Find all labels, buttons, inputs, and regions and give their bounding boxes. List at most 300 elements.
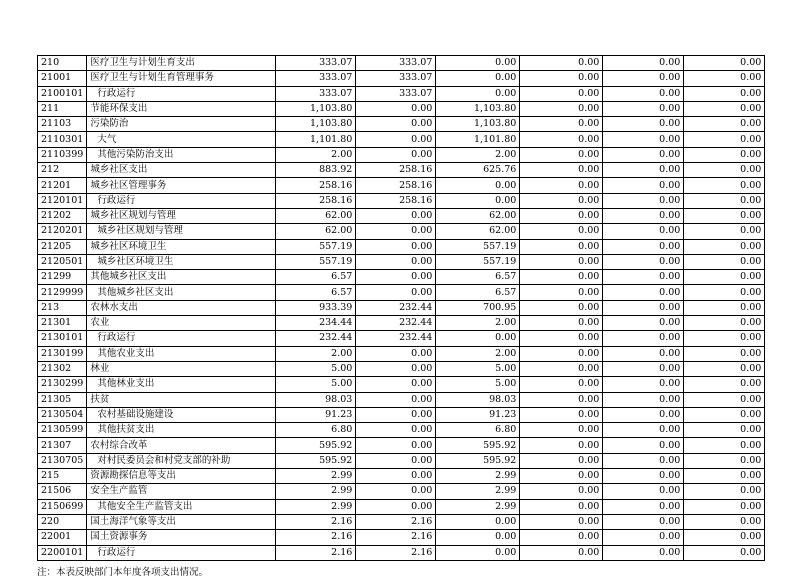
amount-cell-2: 0.00 [356, 346, 436, 361]
amount-cell-2: 0.00 [356, 117, 436, 132]
amount-cell-5: 0.00 [603, 499, 684, 514]
expenditure-table [37, 55, 765, 561]
table-row [38, 239, 765, 254]
amount-cell-1: 232.44 [276, 331, 356, 346]
table-row [38, 300, 765, 315]
amount-cell-2: 0.00 [356, 147, 436, 162]
amount-cell-6: 0.00 [684, 423, 765, 438]
amount-cell-2: 258.16 [356, 193, 436, 208]
subject-name-cell: 其他城乡社区支出 [87, 285, 276, 300]
subject-name-cell: 林业 [87, 361, 276, 376]
amount-cell-2: 2.16 [356, 514, 436, 529]
amount-cell-1: 883.92 [276, 163, 356, 178]
expenditure-sheet [37, 55, 765, 578]
subject-name-cell: 城乡社区环境卫生 [87, 239, 276, 254]
amount-cell-4: 0.00 [520, 254, 603, 269]
table-row [38, 407, 765, 422]
amount-cell-6: 0.00 [684, 530, 765, 545]
amount-cell-5: 0.00 [603, 86, 684, 101]
subject-name-cell: 国土资源事务 [87, 530, 276, 545]
amount-cell-3: 2.00 [436, 147, 520, 162]
subject-code-cell: 21299 [38, 270, 87, 285]
amount-cell-2: 258.16 [356, 163, 436, 178]
subject-code-cell: 2130199 [38, 346, 87, 361]
amount-cell-3: 5.00 [436, 361, 520, 376]
subject-name-cell: 农林水支出 [87, 300, 276, 315]
amount-cell-6: 0.00 [684, 132, 765, 147]
amount-cell-6: 0.00 [684, 361, 765, 376]
subject-code-cell: 2129999 [38, 285, 87, 300]
amount-cell-4: 0.00 [520, 71, 603, 86]
table-row [38, 254, 765, 269]
amount-cell-2: 232.44 [356, 316, 436, 331]
amount-cell-3: 557.19 [436, 254, 520, 269]
amount-cell-5: 0.00 [603, 239, 684, 254]
amount-cell-4: 0.00 [520, 224, 603, 239]
amount-cell-4: 0.00 [520, 316, 603, 331]
subject-name-cell: 行政运行 [87, 331, 276, 346]
amount-cell-6: 0.00 [684, 285, 765, 300]
amount-cell-3: 0.00 [436, 530, 520, 545]
subject-name-cell: 污染防治 [87, 117, 276, 132]
amount-cell-5: 0.00 [603, 453, 684, 468]
amount-cell-1: 62.00 [276, 208, 356, 223]
amount-cell-5: 0.00 [603, 56, 684, 71]
amount-cell-2: 333.07 [356, 56, 436, 71]
amount-cell-5: 0.00 [603, 254, 684, 269]
amount-cell-6: 0.00 [684, 514, 765, 529]
amount-cell-1: 2.16 [276, 530, 356, 545]
table-row [38, 377, 765, 392]
amount-cell-3: 2.99 [436, 499, 520, 514]
amount-cell-2: 0.00 [356, 453, 436, 468]
amount-cell-1: 2.99 [276, 469, 356, 484]
subject-name-cell: 其他城乡社区支出 [87, 270, 276, 285]
amount-cell-6: 0.00 [684, 545, 765, 560]
amount-cell-2: 0.00 [356, 208, 436, 223]
subject-name-cell: 农村综合改革 [87, 438, 276, 453]
amount-cell-4: 0.00 [520, 545, 603, 560]
amount-cell-3: 0.00 [436, 545, 520, 560]
subject-name-cell: 农村基础设施建设 [87, 407, 276, 422]
amount-cell-2: 232.44 [356, 331, 436, 346]
amount-cell-5: 0.00 [603, 438, 684, 453]
amount-cell-3: 62.00 [436, 224, 520, 239]
subject-name-cell: 其他林业支出 [87, 377, 276, 392]
amount-cell-1: 5.00 [276, 377, 356, 392]
table-row [38, 101, 765, 116]
subject-code-cell: 2110301 [38, 132, 87, 147]
amount-cell-4: 0.00 [520, 239, 603, 254]
subject-code-cell: 21202 [38, 208, 87, 223]
amount-cell-5: 0.00 [603, 484, 684, 499]
amount-cell-6: 0.00 [684, 270, 765, 285]
amount-cell-5: 0.00 [603, 545, 684, 560]
subject-name-cell: 对村民委员会和村党支部的补助 [87, 453, 276, 468]
subject-name-cell: 大气 [87, 132, 276, 147]
subject-name-cell: 其他扶贫支出 [87, 423, 276, 438]
subject-code-cell: 22001 [38, 530, 87, 545]
amount-cell-3: 5.00 [436, 377, 520, 392]
subject-code-cell: 21201 [38, 178, 87, 193]
amount-cell-4: 0.00 [520, 361, 603, 376]
table-body [38, 56, 765, 561]
subject-code-cell: 21305 [38, 392, 87, 407]
amount-cell-2: 0.00 [356, 484, 436, 499]
table-row [38, 530, 765, 545]
subject-name-cell: 农业 [87, 316, 276, 331]
amount-cell-1: 6.57 [276, 285, 356, 300]
amount-cell-6: 0.00 [684, 484, 765, 499]
amount-cell-2: 0.00 [356, 132, 436, 147]
subject-code-cell: 212 [38, 163, 87, 178]
amount-cell-3: 2.99 [436, 484, 520, 499]
amount-cell-4: 0.00 [520, 101, 603, 116]
amount-cell-5: 0.00 [603, 285, 684, 300]
subject-code-cell: 2200101 [38, 545, 87, 560]
subject-code-cell: 210 [38, 56, 87, 71]
amount-cell-5: 0.00 [603, 300, 684, 315]
amount-cell-4: 0.00 [520, 469, 603, 484]
amount-cell-3: 2.99 [436, 469, 520, 484]
amount-cell-5: 0.00 [603, 178, 684, 193]
amount-cell-5: 0.00 [603, 224, 684, 239]
amount-cell-2: 333.07 [356, 71, 436, 86]
amount-cell-5: 0.00 [603, 407, 684, 422]
amount-cell-4: 0.00 [520, 407, 603, 422]
subject-name-cell: 城乡社区环境卫生 [87, 254, 276, 269]
amount-cell-4: 0.00 [520, 331, 603, 346]
amount-cell-4: 0.00 [520, 377, 603, 392]
amount-cell-1: 1,103.80 [276, 101, 356, 116]
subject-code-cell: 21205 [38, 239, 87, 254]
table-row [38, 499, 765, 514]
subject-code-cell: 21302 [38, 361, 87, 376]
amount-cell-4: 0.00 [520, 208, 603, 223]
subject-code-cell: 21307 [38, 438, 87, 453]
amount-cell-5: 0.00 [603, 270, 684, 285]
amount-cell-1: 6.80 [276, 423, 356, 438]
amount-cell-3: 2.00 [436, 316, 520, 331]
amount-cell-2: 0.00 [356, 423, 436, 438]
amount-cell-3: 98.03 [436, 392, 520, 407]
amount-cell-1: 2.00 [276, 346, 356, 361]
table-row [38, 346, 765, 361]
amount-cell-4: 0.00 [520, 285, 603, 300]
amount-cell-2: 2.16 [356, 545, 436, 560]
subject-name-cell: 扶贫 [87, 392, 276, 407]
amount-cell-2: 0.00 [356, 285, 436, 300]
amount-cell-3: 700.95 [436, 300, 520, 315]
amount-cell-5: 0.00 [603, 117, 684, 132]
amount-cell-5: 0.00 [603, 377, 684, 392]
amount-cell-5: 0.00 [603, 163, 684, 178]
table-row [38, 224, 765, 239]
amount-cell-3: 2.00 [436, 346, 520, 361]
amount-cell-2: 0.00 [356, 392, 436, 407]
subject-name-cell: 城乡社区支出 [87, 163, 276, 178]
amount-cell-4: 0.00 [520, 514, 603, 529]
amount-cell-5: 0.00 [603, 514, 684, 529]
subject-code-cell: 211 [38, 101, 87, 116]
amount-cell-5: 0.00 [603, 147, 684, 162]
amount-cell-1: 2.99 [276, 484, 356, 499]
table-row [38, 178, 765, 193]
subject-name-cell: 安全生产监管 [87, 484, 276, 499]
amount-cell-6: 0.00 [684, 346, 765, 361]
amount-cell-3: 1,103.80 [436, 117, 520, 132]
amount-cell-6: 0.00 [684, 56, 765, 71]
amount-cell-1: 258.16 [276, 178, 356, 193]
amount-cell-6: 0.00 [684, 392, 765, 407]
amount-cell-1: 1,101.80 [276, 132, 356, 147]
amount-cell-2: 0.00 [356, 224, 436, 239]
subject-code-cell: 2130705 [38, 453, 87, 468]
amount-cell-6: 0.00 [684, 300, 765, 315]
table-row [38, 193, 765, 208]
amount-cell-3: 1,103.80 [436, 101, 520, 116]
subject-name-cell: 资源勘探信息等支出 [87, 469, 276, 484]
amount-cell-4: 0.00 [520, 300, 603, 315]
amount-cell-6: 0.00 [684, 499, 765, 514]
subject-code-cell: 2120101 [38, 193, 87, 208]
amount-cell-5: 0.00 [603, 530, 684, 545]
amount-cell-3: 91.23 [436, 407, 520, 422]
amount-cell-6: 0.00 [684, 254, 765, 269]
amount-cell-1: 333.07 [276, 71, 356, 86]
amount-cell-3: 0.00 [436, 514, 520, 529]
amount-cell-6: 0.00 [684, 407, 765, 422]
amount-cell-4: 0.00 [520, 453, 603, 468]
amount-cell-3: 6.80 [436, 423, 520, 438]
amount-cell-1: 557.19 [276, 239, 356, 254]
amount-cell-4: 0.00 [520, 530, 603, 545]
subject-name-cell: 其他安全生产监管支出 [87, 499, 276, 514]
table-row [38, 438, 765, 453]
subject-name-cell: 城乡社区规划与管理 [87, 208, 276, 223]
amount-cell-5: 0.00 [603, 346, 684, 361]
amount-cell-4: 0.00 [520, 193, 603, 208]
amount-cell-6: 0.00 [684, 438, 765, 453]
amount-cell-5: 0.00 [603, 392, 684, 407]
amount-cell-4: 0.00 [520, 163, 603, 178]
amount-cell-4: 0.00 [520, 346, 603, 361]
amount-cell-3: 0.00 [436, 86, 520, 101]
amount-cell-1: 2.16 [276, 545, 356, 560]
subject-code-cell: 213 [38, 300, 87, 315]
subject-code-cell: 2130504 [38, 407, 87, 422]
amount-cell-5: 0.00 [603, 316, 684, 331]
amount-cell-2: 232.44 [356, 300, 436, 315]
subject-code-cell: 2100101 [38, 86, 87, 101]
amount-cell-1: 6.57 [276, 270, 356, 285]
subject-code-cell: 220 [38, 514, 87, 529]
table-row [38, 208, 765, 223]
amount-cell-5: 0.00 [603, 331, 684, 346]
table-row [38, 163, 765, 178]
amount-cell-2: 0.00 [356, 377, 436, 392]
table-row [38, 316, 765, 331]
amount-cell-3: 0.00 [436, 193, 520, 208]
table-row [38, 469, 765, 484]
amount-cell-6: 0.00 [684, 331, 765, 346]
amount-cell-4: 0.00 [520, 423, 603, 438]
amount-cell-6: 0.00 [684, 101, 765, 116]
table-row [38, 545, 765, 560]
subject-name-cell: 城乡社区规划与管理 [87, 224, 276, 239]
subject-code-cell: 21301 [38, 316, 87, 331]
amount-cell-2: 0.00 [356, 499, 436, 514]
subject-name-cell: 行政运行 [87, 193, 276, 208]
amount-cell-4: 0.00 [520, 86, 603, 101]
amount-cell-1: 98.03 [276, 392, 356, 407]
amount-cell-1: 595.92 [276, 438, 356, 453]
amount-cell-3: 557.19 [436, 239, 520, 254]
table-row [38, 392, 765, 407]
amount-cell-1: 234.44 [276, 316, 356, 331]
amount-cell-5: 0.00 [603, 423, 684, 438]
amount-cell-2: 0.00 [356, 438, 436, 453]
amount-cell-1: 333.07 [276, 86, 356, 101]
amount-cell-1: 933.39 [276, 300, 356, 315]
table-row [38, 147, 765, 162]
table-row [38, 514, 765, 529]
amount-cell-2: 333.07 [356, 86, 436, 101]
amount-cell-1: 62.00 [276, 224, 356, 239]
amount-cell-4: 0.00 [520, 392, 603, 407]
amount-cell-6: 0.00 [684, 163, 765, 178]
table-note: 注：本表反映部门本年度各项支出情况。 [37, 566, 209, 578]
subject-code-cell: 21103 [38, 117, 87, 132]
amount-cell-5: 0.00 [603, 71, 684, 86]
amount-cell-2: 0.00 [356, 407, 436, 422]
amount-cell-4: 0.00 [520, 117, 603, 132]
amount-cell-3: 595.92 [436, 453, 520, 468]
amount-cell-4: 0.00 [520, 484, 603, 499]
amount-cell-6: 0.00 [684, 224, 765, 239]
amount-cell-1: 2.16 [276, 514, 356, 529]
amount-cell-2: 0.00 [356, 254, 436, 269]
amount-cell-3: 62.00 [436, 208, 520, 223]
amount-cell-3: 6.57 [436, 285, 520, 300]
amount-cell-3: 625.76 [436, 163, 520, 178]
table-row [38, 117, 765, 132]
subject-code-cell: 2130599 [38, 423, 87, 438]
amount-cell-1: 557.19 [276, 254, 356, 269]
amount-cell-2: 0.00 [356, 239, 436, 254]
amount-cell-3: 595.92 [436, 438, 520, 453]
amount-cell-1: 258.16 [276, 193, 356, 208]
amount-cell-6: 0.00 [684, 239, 765, 254]
amount-cell-4: 0.00 [520, 56, 603, 71]
amount-cell-1: 595.92 [276, 453, 356, 468]
subject-code-cell: 2130101 [38, 331, 87, 346]
amount-cell-1: 2.00 [276, 147, 356, 162]
subject-code-cell: 2130299 [38, 377, 87, 392]
amount-cell-4: 0.00 [520, 132, 603, 147]
amount-cell-1: 2.99 [276, 499, 356, 514]
table-row [38, 132, 765, 147]
subject-code-cell: 2150699 [38, 499, 87, 514]
amount-cell-6: 0.00 [684, 377, 765, 392]
amount-cell-6: 0.00 [684, 316, 765, 331]
amount-cell-3: 0.00 [436, 71, 520, 86]
amount-cell-2: 0.00 [356, 469, 436, 484]
amount-cell-5: 0.00 [603, 193, 684, 208]
amount-cell-5: 0.00 [603, 101, 684, 116]
amount-cell-5: 0.00 [603, 132, 684, 147]
amount-cell-6: 0.00 [684, 147, 765, 162]
subject-code-cell: 21506 [38, 484, 87, 499]
amount-cell-3: 0.00 [436, 56, 520, 71]
amount-cell-1: 333.07 [276, 56, 356, 71]
table-row [38, 484, 765, 499]
subject-name-cell: 医疗卫生与计划生育支出 [87, 56, 276, 71]
amount-cell-6: 0.00 [684, 453, 765, 468]
amount-cell-2: 0.00 [356, 101, 436, 116]
table-row [38, 270, 765, 285]
table-row [38, 71, 765, 86]
subject-name-cell: 国土海洋气象等支出 [87, 514, 276, 529]
amount-cell-5: 0.00 [603, 469, 684, 484]
amount-cell-5: 0.00 [603, 361, 684, 376]
subject-name-cell: 其他污染防治支出 [87, 147, 276, 162]
amount-cell-2: 0.00 [356, 361, 436, 376]
amount-cell-2: 2.16 [356, 530, 436, 545]
subject-name-cell: 节能环保支出 [87, 101, 276, 116]
subject-code-cell: 215 [38, 469, 87, 484]
amount-cell-6: 0.00 [684, 469, 765, 484]
table-row [38, 285, 765, 300]
amount-cell-4: 0.00 [520, 178, 603, 193]
subject-code-cell: 2120201 [38, 224, 87, 239]
subject-name-cell: 行政运行 [87, 86, 276, 101]
table-row [38, 56, 765, 71]
table-row [38, 361, 765, 376]
amount-cell-6: 0.00 [684, 86, 765, 101]
amount-cell-6: 0.00 [684, 178, 765, 193]
amount-cell-4: 0.00 [520, 438, 603, 453]
amount-cell-3: 6.57 [436, 270, 520, 285]
subject-code-cell: 2110399 [38, 147, 87, 162]
table-row [38, 331, 765, 346]
amount-cell-6: 0.00 [684, 208, 765, 223]
amount-cell-3: 0.00 [436, 178, 520, 193]
amount-cell-6: 0.00 [684, 71, 765, 86]
table-row [38, 423, 765, 438]
amount-cell-6: 0.00 [684, 117, 765, 132]
amount-cell-5: 0.00 [603, 208, 684, 223]
amount-cell-4: 0.00 [520, 499, 603, 514]
subject-name-cell: 城乡社区管理事务 [87, 178, 276, 193]
amount-cell-2: 258.16 [356, 178, 436, 193]
amount-cell-6: 0.00 [684, 193, 765, 208]
amount-cell-1: 91.23 [276, 407, 356, 422]
subject-name-cell: 行政运行 [87, 545, 276, 560]
table-row [38, 453, 765, 468]
subject-code-cell: 2120501 [38, 254, 87, 269]
table-row [38, 86, 765, 101]
subject-code-cell: 21001 [38, 71, 87, 86]
amount-cell-1: 1,103.80 [276, 117, 356, 132]
amount-cell-2: 0.00 [356, 270, 436, 285]
amount-cell-3: 0.00 [436, 331, 520, 346]
subject-name-cell: 其他农业支出 [87, 346, 276, 361]
amount-cell-3: 1,101.80 [436, 132, 520, 147]
amount-cell-1: 5.00 [276, 361, 356, 376]
amount-cell-4: 0.00 [520, 147, 603, 162]
amount-cell-4: 0.00 [520, 270, 603, 285]
